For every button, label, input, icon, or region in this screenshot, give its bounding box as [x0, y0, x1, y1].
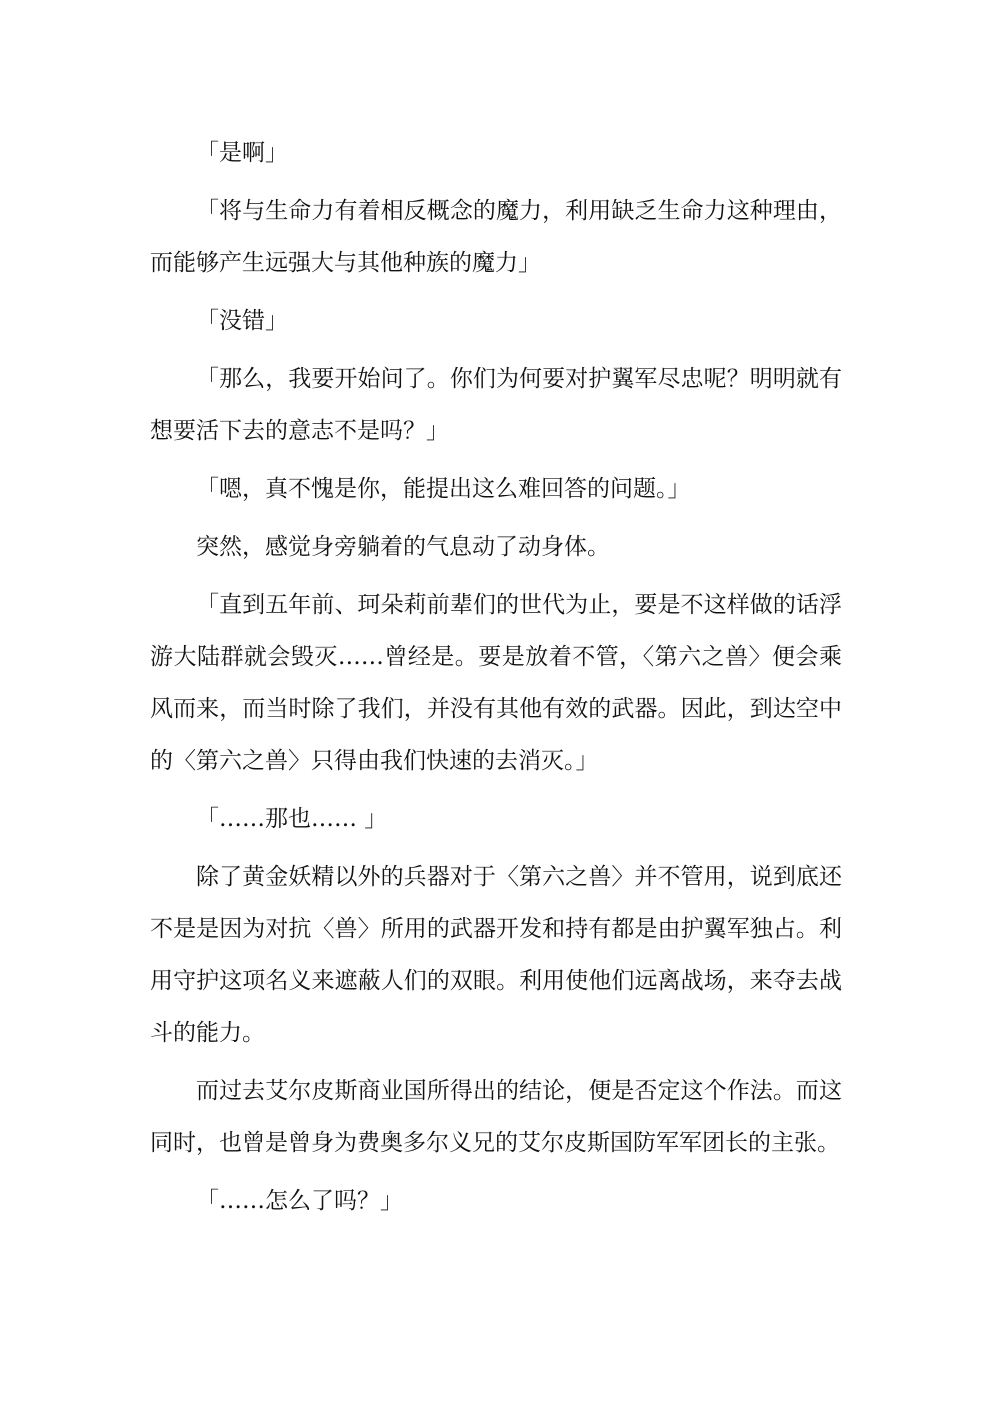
paragraph-8: 「……那也…… 」	[196, 806, 388, 832]
paragraph-4: 「那么，我要开始问了。你们为何要对护翼军尽忠呢？明明就有想要活下去的意志不是吗？」	[150, 366, 842, 444]
paragraph-11: 「……怎么了吗？」	[196, 1188, 403, 1214]
body-text	[150, 127, 842, 1233]
paragraph-7: 「直到五年前、珂朵莉前辈们的世代为止，要是不这样做的话浮游大陆群就会毁灭……曾经是。要是放着不管，〈第六之兽〉便会乘风而来，而当时除了我们，并没有其他有效的武器。因此，到达空中的〈第六之兽〉只得由我们快速的去消灭。」	[150, 592, 842, 774]
paragraph-9: 除了黄金妖精以外的兵器对于〈第六之兽〉并不管用，说到底还不是是因为对抗〈兽〉所用的武器开发和持有都是由护翼军独占。利用守护这项名义来遮蔽人们的双眼。利用使他们远离战场，来夺去战斗的能力。	[150, 864, 842, 1046]
paragraph-3: 「没错」	[196, 308, 288, 334]
paragraph-2: 「将与生命力有着相反概念的魔力，利用缺乏生命力这种理由，而能够产生远强大与其他种族的魔力」	[150, 198, 842, 276]
paragraph-6: 突然，感觉身旁躺着的气息动了动身体。	[196, 534, 610, 560]
paragraph-10: 而过去艾尔皮斯商业国所得出的结论，便是否定这个作法。而这同时，也曾是曾身为费奥多尔义兄的艾尔皮斯国防军军团长的主张。	[150, 1078, 842, 1156]
paragraph-1: 「是啊」	[196, 140, 288, 166]
paragraph-5: 「嗯，真不愧是你，能提出这么难回答的问题。」	[196, 476, 691, 502]
